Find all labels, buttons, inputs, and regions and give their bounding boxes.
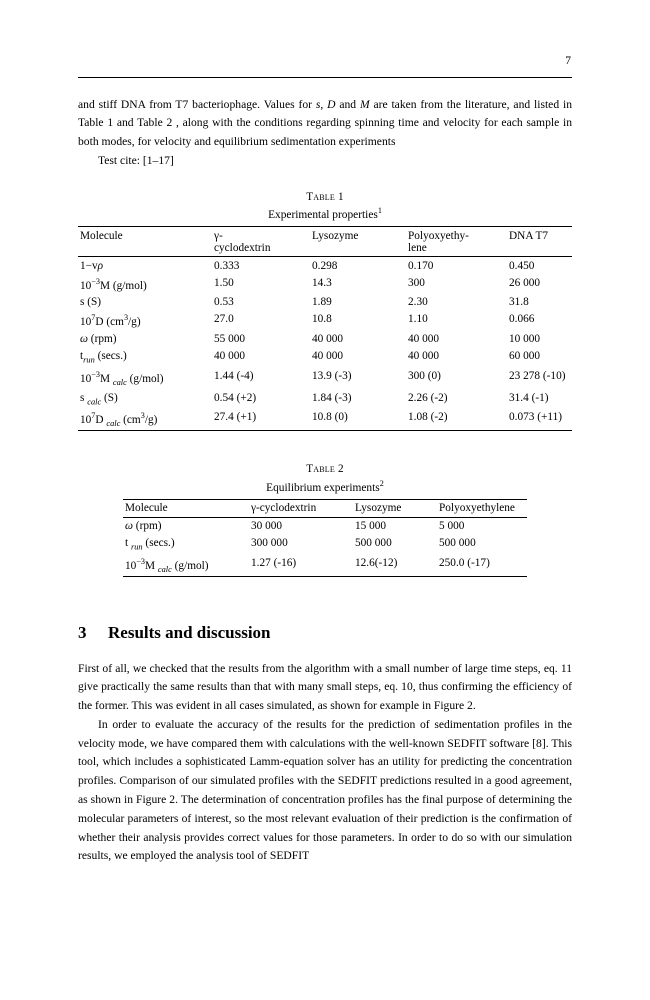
cell: 40 000: [214, 350, 246, 363]
cell: 300 000: [251, 537, 288, 550]
cell: 27.4 (+1): [212, 408, 310, 431]
table-row: [78, 227, 572, 242]
table-1-header-polyoxyethylene-1: Polyoxyethy-: [406, 227, 507, 242]
row-label: 1−vρ: [80, 259, 104, 272]
cell: 5 000: [439, 520, 465, 533]
cell: 60 000: [509, 350, 541, 363]
table-2-wrapper: [78, 461, 572, 577]
cell: 12.6(-12): [353, 554, 437, 577]
table-1-header-molecule: Molecule: [78, 227, 212, 242]
table-1-wrapper: [78, 189, 572, 432]
table-1-title-footnote: 1: [377, 206, 382, 216]
section-heading: [78, 623, 572, 643]
cell: 40 000: [312, 333, 344, 346]
table-2-header-polyoxyethylene: Polyoxyethylene: [437, 499, 527, 517]
table-1-header-blank: [78, 242, 212, 257]
cell: 1.44 (-4): [214, 369, 254, 382]
cell: 1.89: [312, 296, 332, 309]
table-2-header-cyclodextrin: γ-cyclodextrin: [249, 499, 353, 517]
cell: 10 000: [509, 333, 541, 346]
table-row: [78, 257, 572, 275]
table-2: [123, 499, 527, 577]
section-number: 3: [78, 623, 87, 643]
table-row: [78, 311, 572, 331]
table-row: [123, 517, 527, 535]
cell: 500 000: [439, 537, 476, 550]
row-label: t $_{run}$ (secs.): [125, 537, 175, 552]
table-2-title-footnote: 2: [379, 479, 384, 489]
intro-paragraphs: [78, 96, 572, 171]
section-title: Results and discussion: [108, 623, 271, 643]
table-row: [78, 348, 572, 367]
cell: 15 000: [355, 520, 387, 533]
cell: 23 278 (-10): [509, 369, 566, 382]
cell: 10.8 (0): [310, 408, 406, 431]
table-row: [78, 331, 572, 348]
table-2-label: Table 2: [306, 463, 344, 476]
cell: 0.333: [214, 259, 240, 272]
table-row: [78, 389, 572, 408]
cell: 40 000: [408, 333, 440, 346]
cell: 0.450: [509, 259, 535, 272]
table-2-header-lysozyme: Lysozyme: [353, 499, 437, 517]
cell: 0.298: [312, 259, 338, 272]
row-label: s $_{calc}$ (S): [80, 391, 118, 406]
cell: 2.26 (-2): [408, 391, 448, 404]
row-label: ω (rpm): [125, 520, 162, 533]
table-2-caption: [78, 461, 572, 478]
cell: 55 000: [214, 333, 246, 346]
cell: 1.27 (-16): [249, 554, 353, 577]
cell: 2.30: [408, 296, 428, 309]
cell: 300 (0): [408, 369, 441, 382]
cell: 40 000: [312, 350, 344, 363]
table-1-title-row: [78, 206, 572, 221]
cell: 13.9 (-3): [312, 369, 352, 382]
table-1-caption: [78, 189, 572, 206]
header-rule: [78, 77, 572, 78]
table-row: [78, 242, 572, 257]
cell: 27.0: [214, 313, 234, 326]
cell: 30 000: [251, 520, 283, 533]
table-row: [78, 274, 572, 294]
table-1-header-cyclodextrin-1: γ-: [212, 227, 310, 242]
section-paragraphs: [78, 660, 572, 867]
cell: 31.8: [509, 296, 529, 309]
cell: 31.4 (-1): [509, 391, 549, 404]
cell: 26 000: [509, 276, 541, 289]
table-1-label: Table 1: [306, 190, 344, 203]
cell: 300: [408, 276, 425, 289]
cell: 1.84 (-3): [312, 391, 352, 404]
cell: 1.10: [408, 313, 428, 326]
cell: 14.3: [312, 276, 332, 289]
table-1-header-lysozyme: Lysozyme: [310, 227, 406, 242]
row-label: $10^7D$ $_{calc}$ $(cm^3/g)$: [78, 408, 212, 431]
cell: 0.073 (+11): [507, 408, 572, 431]
intro-paragraph-2: Test cite: [1–17]: [98, 153, 174, 167]
table-row: [123, 554, 527, 577]
table-row: [123, 535, 527, 554]
row-label: $10^{-3}M$ $_{calc}$ (g/mol): [80, 369, 164, 387]
cell: 250.0 (-17): [437, 554, 527, 577]
cell: 10.8: [312, 313, 332, 326]
row-label: $t_{run}$ (secs.): [80, 350, 127, 365]
row-label: $10^{-3}M$ (g/mol): [80, 276, 147, 292]
intro-paragraph-1: and stiff DNA from T7 bacteriophage. Values for s, D and M are taken from the literature, and listed in Table 1 and Table 2 , along with the conditions regarding spinning time and velocity for each sample in both modes, for velocity and equilibrium sedimentation experiments: [78, 97, 572, 149]
table-row: [123, 499, 527, 517]
results-paragraph-1: First of all, we checked that the results from the algorithm with a small number of large time steps, eq. 11 give practically the same results than that with many small steps, eq. 10, thus confirming the efficiency of the former. This was evident in all cases simulated, as shown for example in Figure 2.: [78, 661, 572, 713]
table-row: [78, 294, 572, 311]
table-row: [78, 408, 572, 431]
cell: 0.54 (+2): [214, 391, 257, 404]
table-2-header-molecule: Molecule: [123, 499, 249, 517]
row-label: $10^{-3}M$ $_{calc}$ (g/mol): [123, 554, 249, 577]
table-1-header-blank-3: [507, 242, 572, 257]
table-1-header-polyoxyethylene-2: lene: [406, 242, 507, 257]
cell: 40 000: [408, 350, 440, 363]
page-number: 7: [565, 55, 571, 67]
table-2-title: Equilibrium experiments: [266, 481, 380, 494]
table-row: [78, 367, 572, 389]
table-1: [78, 226, 572, 431]
page-content: [78, 56, 572, 866]
cell: 0.066: [509, 313, 535, 326]
row-label: s (S): [80, 296, 102, 309]
table-1-header-cyclodextrin-2: cyclodextrin: [212, 242, 310, 257]
cell: 0.53: [214, 296, 234, 309]
cell: 500 000: [355, 537, 392, 550]
row-label: $10^7D$ $(cm^3/g)$: [80, 313, 141, 329]
table-2-title-row: [78, 479, 572, 494]
table-1-header-dnat7: DNA T7: [507, 227, 572, 242]
row-label: ω (rpm): [80, 333, 117, 346]
results-paragraph-2: In order to evaluate the accuracy of the results for the prediction of sedimentation profiles in the velocity mode, we have compared them with calculations with the well-known SEDFIT software [8]. This tool, which includes a sophisticated Lamm-equation solver has an utility for predicting the concentration profiles. Comparison of our simulated profiles with the SEDFIT predictions resulted in a good agreement, as shown in Figure 2. The determination of concentration profiles has the final purpose of determining the molecular parameters of interest, so the most relevant evaluation of their prediction is the confirmation of whether their analysis provides correct values for those parameters. In order to do so with our simulation results, we employed the analysis tool of SEDFIT: [78, 717, 572, 863]
table-1-title: Experimental properties: [268, 209, 378, 222]
cell: 0.170: [408, 259, 434, 272]
table-1-header-blank-2: [310, 242, 406, 257]
cell: 1.08 (-2): [406, 408, 507, 431]
cell: 1.50: [214, 276, 234, 289]
